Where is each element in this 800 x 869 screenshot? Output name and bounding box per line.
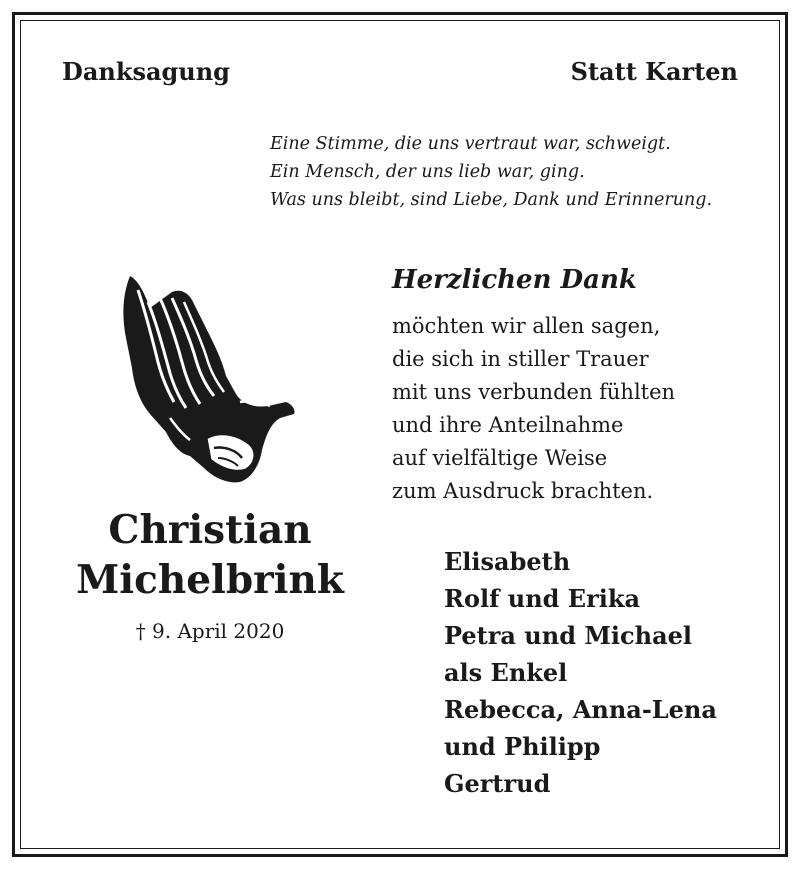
heading-statt-karten: Statt Karten	[570, 57, 738, 86]
thanks-line: mit uns verbunden fühlten	[392, 380, 676, 404]
family-line: und Philipp	[444, 732, 601, 761]
thanks-line: die sich in stiller Trauer	[392, 347, 649, 371]
family-signatures	[444, 543, 717, 802]
family-line: Petra und Michael	[444, 621, 693, 650]
poem-line: Was uns bleibt, sind Liebe, Dank und Erinnerung.	[270, 190, 713, 210]
praying-hands-icon	[110, 268, 310, 488]
deceased-name	[40, 505, 380, 605]
family-line: Rolf und Erika	[444, 584, 641, 613]
poem	[270, 130, 712, 214]
thanks-line: möchten wir allen sagen,	[392, 314, 661, 338]
poem-line: Ein Mensch, der uns lieb war, ging.	[270, 162, 585, 182]
poem-line: Eine Stimme, die uns vertraut war, schweigt.	[270, 134, 671, 154]
heading-danksagung: Danksagung	[62, 57, 230, 86]
family-line: Gertrud	[444, 769, 551, 798]
family-line: als Enkel	[444, 658, 568, 687]
thanks-line: zum Ausdruck brachten.	[392, 479, 654, 503]
thanks-line: auf vielfältige Weise	[392, 446, 608, 470]
thanks-title: Herzlichen Dank	[392, 265, 637, 295]
thanks-line: und ihre Anteilnahme	[392, 413, 624, 437]
deceased-first-name: Christian	[108, 507, 312, 553]
thanks-text	[392, 310, 675, 508]
death-date: † 9. April 2020	[135, 619, 285, 643]
family-line: Rebecca, Anna-Lena	[444, 695, 717, 724]
family-line: Elisabeth	[444, 547, 571, 576]
deceased-last-name: Michelbrink	[76, 557, 344, 603]
